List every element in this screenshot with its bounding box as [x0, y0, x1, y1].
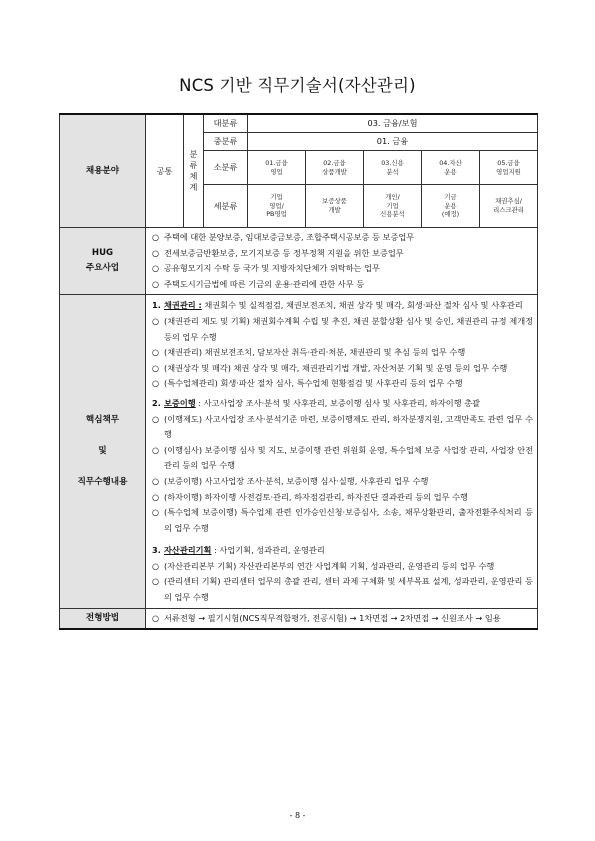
duty-item-text: (하자이행) 하자이행 사전검토·관리, 하자점검관리, 하자진단 결과관리 등의 업무 수행 — [164, 491, 468, 502]
duty-item — [152, 559, 533, 575]
section-number: 3. — [152, 545, 161, 556]
business-item — [152, 277, 533, 293]
duty-item-text: (채권관리 제도 및 기획) 채권회수계획 수립 및 추진, 채권 분할상환 심사 및 승인, 채권관리 규정 제개정 등의 업무 수행 — [164, 315, 534, 342]
bullet-icon: ○ — [152, 491, 160, 502]
section-summary: : 사고사업장 조사·분석 및 사후관리, 보증이행 심사 및 사후관리, 하자이행 총괄 — [195, 397, 481, 408]
business-item — [152, 246, 533, 262]
selection-item — [152, 611, 533, 627]
selection-item-text: 서류전형 → 필기시험(NCS직무적합평가, 전공시험) → 1차면접 → 2차면접 → 신원조사 → 임용 — [164, 612, 501, 623]
bullet-icon: ○ — [152, 475, 160, 486]
duty-item — [152, 505, 533, 536]
section-summary: 채권회수 및 실적점검, 채권보전조치, 채권 상각 및 매각, 회생·파산 절차 심사 및 사후관리 — [201, 300, 523, 311]
detail-category-5: 채권추심/ 리스크관리 — [480, 185, 538, 228]
duty-item-text: (이행제도) 사고사업장 조사·분석기준 마련, 보증이행제도 관리, 하자분쟁지원, 고객만족도 관련 업무 수행 — [164, 413, 534, 440]
bullet-icon: ○ — [152, 507, 160, 518]
core-duties-label-1: 핵심책무 — [85, 415, 120, 426]
duty-item-text: (채권관리) 채권보전조치, 담보자산 취득·관리·처분, 채권관리 및 추심 등의 업무 수행 — [164, 347, 466, 358]
core-duties-content — [146, 295, 538, 608]
business-item-text: 주택도시기금법에 따른 기금의 운용·관리에 관한 사무 등 — [164, 278, 365, 289]
minor-category-3: 03.신용 분석 — [364, 151, 422, 185]
minor-category-1: 01.금융 영업 — [248, 151, 306, 185]
section-summary: : 사업기획, 성과관리, 운영관리 — [211, 545, 325, 556]
duty-item-text: (자산관리본부 기획) 자산관리본부의 연간 사업계획 기획, 성과관리, 운영관리 등의 업무 수행 — [164, 560, 495, 571]
hug-business-label: HUG 주요사업 — [60, 228, 146, 295]
core-duties-label-3: 직무수행내용 — [77, 477, 128, 488]
duty-section-3 — [152, 543, 533, 559]
bullet-icon: ○ — [152, 576, 160, 587]
duty-item — [152, 474, 533, 490]
duty-item — [152, 376, 533, 392]
detail-category-4: 기금 운용 (예정) — [422, 185, 480, 228]
business-item — [152, 230, 533, 246]
duty-item — [152, 361, 533, 377]
core-duties-label — [60, 295, 146, 608]
duty-item — [152, 490, 533, 506]
classification-system-label — [184, 114, 204, 228]
duty-item — [152, 314, 533, 345]
bullet-icon: ○ — [152, 247, 160, 258]
duty-item — [152, 443, 533, 474]
minor-category-2: 02.금융 상품개발 — [306, 151, 364, 185]
section-title: 보증이행 — [164, 397, 196, 408]
bullet-icon: ○ — [152, 560, 160, 571]
detail-category-1: 기업 영업/ PB영업 — [248, 185, 306, 228]
page-title: NCS 기반 직무기술서(자산관리) — [179, 76, 416, 95]
job-description-table — [59, 113, 538, 630]
major-category-label: 대분류 — [204, 114, 248, 133]
duty-item-text: (채권상각 및 매각) 채권 상각 및 매각, 채권관리기법 개발, 자산처분 기획 및 운영 등의 업무 수행 — [164, 362, 508, 373]
recruit-field-label: 채용분야 — [60, 114, 146, 228]
bullet-icon: ○ — [152, 378, 160, 389]
selection-method-content — [146, 608, 538, 629]
bullet-icon: ○ — [152, 413, 160, 424]
business-item-text: 전세보증금반환보증, 모기지보증 등 정부정책 지원을 위한 보증업무 — [164, 247, 404, 258]
duty-section-1 — [152, 298, 533, 314]
bullet-icon: ○ — [152, 362, 160, 373]
bullet-icon: ○ — [152, 278, 160, 289]
minor-category-label: 소분류 — [204, 151, 248, 185]
minor-category-5: 05.금융 영업지원 — [480, 151, 538, 185]
bullet-icon: ○ — [152, 347, 160, 358]
detail-category-label: 세분류 — [204, 185, 248, 228]
selection-method-label: 전형방법 — [60, 608, 146, 629]
duty-item-text: (특수업체 보증이행) 특수업체 관련 인가승인신청·보증심사, 소송, 채무상환관리, 출자전환주식처리 등의 업무 수행 — [164, 507, 534, 533]
classification-system-text: 분 류 체 계 — [189, 149, 198, 192]
recruit-common: 공통 — [146, 114, 184, 228]
business-item-text: 공유형모기지 수탁 등 국가 및 지방자치단체가 위탁하는 업무 — [164, 263, 380, 274]
bullet-icon: ○ — [152, 232, 160, 242]
core-duties-label-2: 및 — [98, 446, 107, 457]
section-number: 1. — [152, 300, 161, 311]
bullet-icon: ○ — [152, 315, 160, 326]
duty-item-text: (관리센터 기획) 관리센터 업무의 총괄 관리, 센터 과제 구체화 및 세부목표 설계, 성과관리, 운영관리 등의 업무 수행 — [164, 576, 534, 603]
duty-item-text: (특수업체관리) 회생·파산 절차 심사, 특수업체 현황점검 및 사후관리 등의 업무 수행 — [164, 378, 463, 389]
section-title: 자산관리기획 — [164, 545, 212, 556]
duty-item-text: (이행심사) 보증이행 심사 및 지도, 보증이행 관련 위원회 운영, 특수업체 보증 사업장 관리, 사업장 안전관리 등의 업무 수행 — [164, 444, 534, 471]
minor-category-4: 04.자산 운용 — [422, 151, 480, 185]
page-number: - 8 - — [289, 811, 306, 820]
hug-business-content — [146, 228, 538, 295]
duty-section-2 — [152, 396, 533, 412]
bullet-icon: ○ — [152, 263, 160, 274]
section-title: 채권관리 : — [164, 300, 202, 311]
business-item — [152, 261, 533, 277]
duty-item — [152, 574, 533, 605]
major-category-value: 03. 금융/보험 — [248, 114, 538, 133]
middle-category-value: 01. 금융 — [248, 133, 538, 151]
detail-category-2: 보증상품 개발 — [306, 185, 364, 228]
business-item-text: 주택에 대한 분양보증, 임대보증금보증, 조합주택시공보증 등 보증업무 — [164, 232, 415, 242]
bullet-icon: ○ — [152, 444, 160, 455]
bullet-icon: ○ — [152, 612, 160, 623]
detail-category-3: 개인/ 기업 신용분석 — [364, 185, 422, 228]
duty-item — [152, 412, 533, 443]
duty-item — [152, 345, 533, 361]
duty-item-text: (보증이행) 사고사업장 조사·분석, 보증이행 심사·실행, 사후관리 업무 수행 — [164, 475, 429, 486]
section-number: 2. — [152, 397, 161, 408]
middle-category-label: 중분류 — [204, 133, 248, 151]
